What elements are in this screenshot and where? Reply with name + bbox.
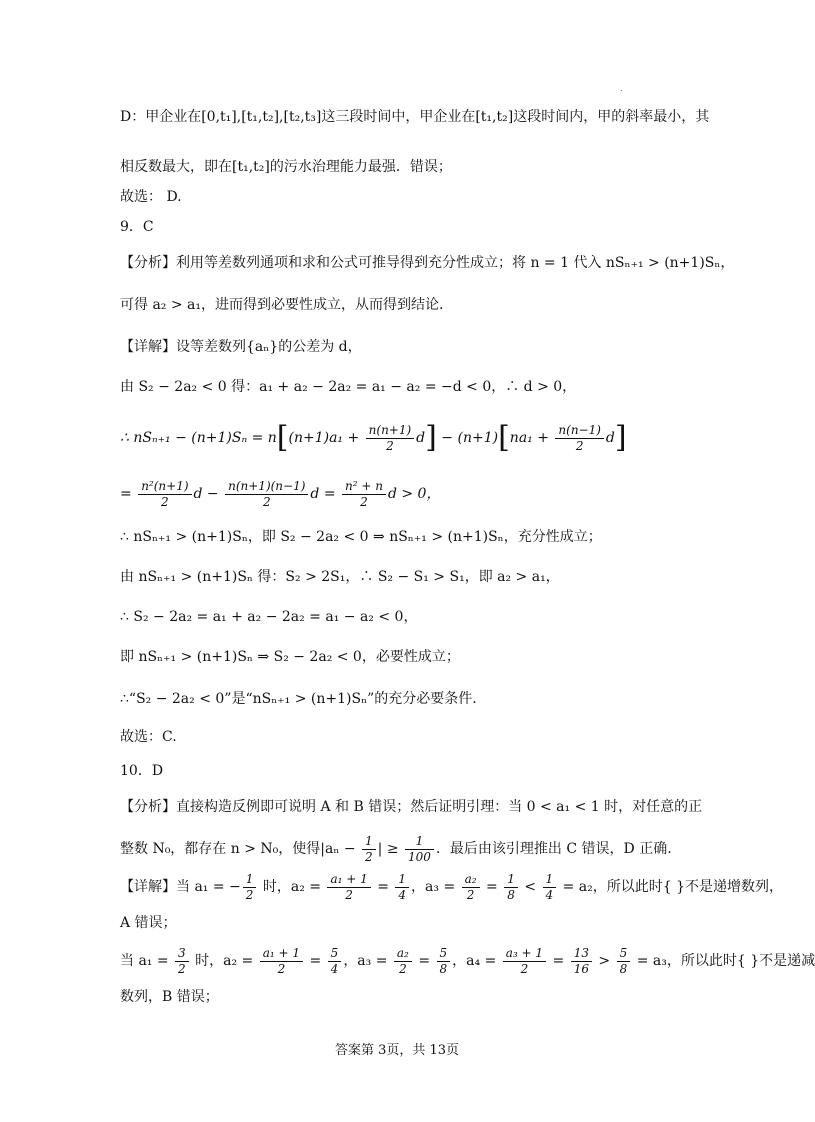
- fraction: $\frac{1}{4}$: [395, 872, 409, 903]
- formula-text: d: [605, 430, 615, 446]
- bracket: [: [498, 420, 510, 455]
- fraction: $\frac{\text{a₂}}{2}$: [462, 872, 480, 903]
- text-line: 当 a₁ = $\frac{3}{2}$ 时，a₂ = $\frac{\text{a₁ + 1}}{2}$ = $\frac{5}{4}$ ，a₃ = $\frac{\text{a₂}}{2}$ = $\frac{5}{8}$ ，a₄ = $\frac{\text{a₃ + 1}}{2}$ = $\frac{13}{16}$ > $\frac{5}{8}$ = a₃，所以此时{ }不是递减: [120, 945, 815, 976]
- fraction: $\frac{3}{2}$: [175, 946, 189, 977]
- fraction: $\frac{1}{100}$: [405, 834, 434, 865]
- formula-text: =: [120, 486, 137, 502]
- fraction: $\frac{n(n+1)(n-1)}{2}$: [225, 479, 308, 510]
- fraction: $\frac{13}{16}$: [571, 946, 592, 977]
- scan-dot: .: [620, 84, 623, 93]
- fraction: $\frac{1}{2}$: [362, 834, 376, 865]
- text-line: 可得 a₂ > a₁，进而得到必要性成立，从而得到结论.: [120, 297, 444, 313]
- formula-text: ∴ nSₙ₊₁ − (n+1)Sₙ = n: [120, 430, 277, 446]
- detail-paragraph: 【详解】当 a₁ = − $\frac{1}{2}$ 时，a₂ = $\frac{\text{a₁ + 1}}{2}$ = $\frac{1}{4}$ ，a₃ = $\frac{\text{a₂}}{2}$ = $\frac{1}{8}$ < $\frac{1}{4}$ = a₂，所以此时{ }不是递增数列，: [120, 871, 784, 902]
- analysis-paragraph: 【分析】利用等差数列通项和求和公式可推导得到充分性成立；将 n = 1 代入 nSₙ₊₁ > (n+1)Sₙ，: [120, 255, 735, 271]
- text-line: A 错误；: [120, 915, 177, 931]
- text-line: 相反数最大，即在[t₁,t₂]的污水治理能力最强．错误；: [120, 159, 452, 175]
- text-line: 数列，B 错误；: [120, 989, 219, 1005]
- detail-paragraph: 【详解】设等差数列{aₙ}的公差为 d，: [120, 339, 362, 355]
- fraction: $\frac{\text{a₂}}{2}$: [394, 946, 412, 977]
- formula-text: na₁ +: [509, 430, 554, 446]
- fraction: $\frac{1}{8}$: [504, 872, 518, 903]
- fraction: $\frac{\text{a₁ + 1}}{2}$: [327, 872, 370, 903]
- text-line: 即 nSₙ₊₁ > (n+1)Sₙ ⇒ S₂ − 2a₂ < 0，必要性成立；: [120, 649, 460, 665]
- page-footer: 答案第 3页，共 13页: [334, 1043, 460, 1058]
- text-line: 由 nSₙ₊₁ > (n+1)Sₙ 得：S₂ > 2S₁，∴ S₂ − S₁ > S₁，即 a₂ > a₁，: [120, 569, 560, 585]
- text-line: ∴ S₂ − 2a₂ = a₁ + a₂ − 2a₂ = a₁ − a₂ < 0，: [120, 609, 418, 625]
- text-line: 故选： D.: [120, 189, 182, 205]
- formula-text: d > 0，: [387, 486, 441, 502]
- fraction: $\frac{\text{n²(n+1)}}{2}$: [138, 479, 191, 510]
- text-line: 整数 N₀，都存在 n > N₀，使得|aₙ − $\frac{1}{2}$ | ≥ $\frac{1}{100}$ ．最后由该引理推出 C 错误，D 正确.: [120, 833, 672, 864]
- fraction: $\frac{1}{4}$: [543, 872, 557, 903]
- formula-line: [120, 474, 690, 514]
- bracket: ]: [614, 420, 627, 455]
- bracket: [: [276, 420, 289, 455]
- fraction: $\frac{5}{4}$: [328, 946, 342, 977]
- formula-text: d =: [310, 486, 340, 502]
- text-line: D：甲企业在[0,t₁],[t₁,t₂],[t₂,t₃]这三段时间中，甲企业在[t₁,t₂]这段时间内，甲的斜率最小，其: [120, 109, 710, 125]
- question-number: 9．C: [120, 219, 154, 235]
- text-line: 由 S₂ − 2a₂ < 0 得：a₁ + a₂ − 2a₂ = a₁ − a₂ = −d < 0，∴ d > 0，: [120, 379, 577, 395]
- formula-text: d: [416, 430, 426, 446]
- analysis-paragraph: 【分析】直接构造反例即可说明 A 和 B 错误；然后证明引理：当 0 < a₁ < 1 时，对任意的正: [120, 799, 703, 815]
- text-line: ∴“S₂ − 2a₂ < 0”是“nSₙ₊₁ > (n+1)Sₙ”的充分必要条件.: [120, 691, 477, 707]
- formula-line: [120, 418, 690, 458]
- fraction: $\frac{1}{2}$: [243, 872, 257, 903]
- fraction: $\frac{5}{8}$: [617, 946, 631, 977]
- bracket: ]: [425, 420, 437, 455]
- fraction: $\frac{\text{a₃ + 1}}{2}$: [503, 946, 546, 977]
- fraction: $\frac{\text{a₁ + 1}}{2}$: [260, 946, 303, 977]
- text-line: ∴ nSₙ₊₁ > (n+1)Sₙ，即 S₂ − 2a₂ < 0 ⇒ nSₙ₊₁ > (n+1)Sₙ，充分性成立；: [120, 529, 602, 545]
- fraction: $\frac{\text{n² + n}}{2}$: [342, 479, 386, 510]
- formula-text: (n+1)a₁ +: [288, 430, 364, 446]
- formula-text: d −: [193, 486, 224, 502]
- fraction: $\frac{5}{8}$: [437, 946, 451, 977]
- question-number: 10．D: [120, 763, 164, 779]
- fraction: $\frac{n(n-1)}{2}$: [555, 423, 604, 454]
- text-line: 故选：C.: [120, 729, 177, 745]
- formula-text: − (n+1): [436, 430, 499, 446]
- fraction: $\frac{n(n+1)}{2}$: [366, 423, 415, 454]
